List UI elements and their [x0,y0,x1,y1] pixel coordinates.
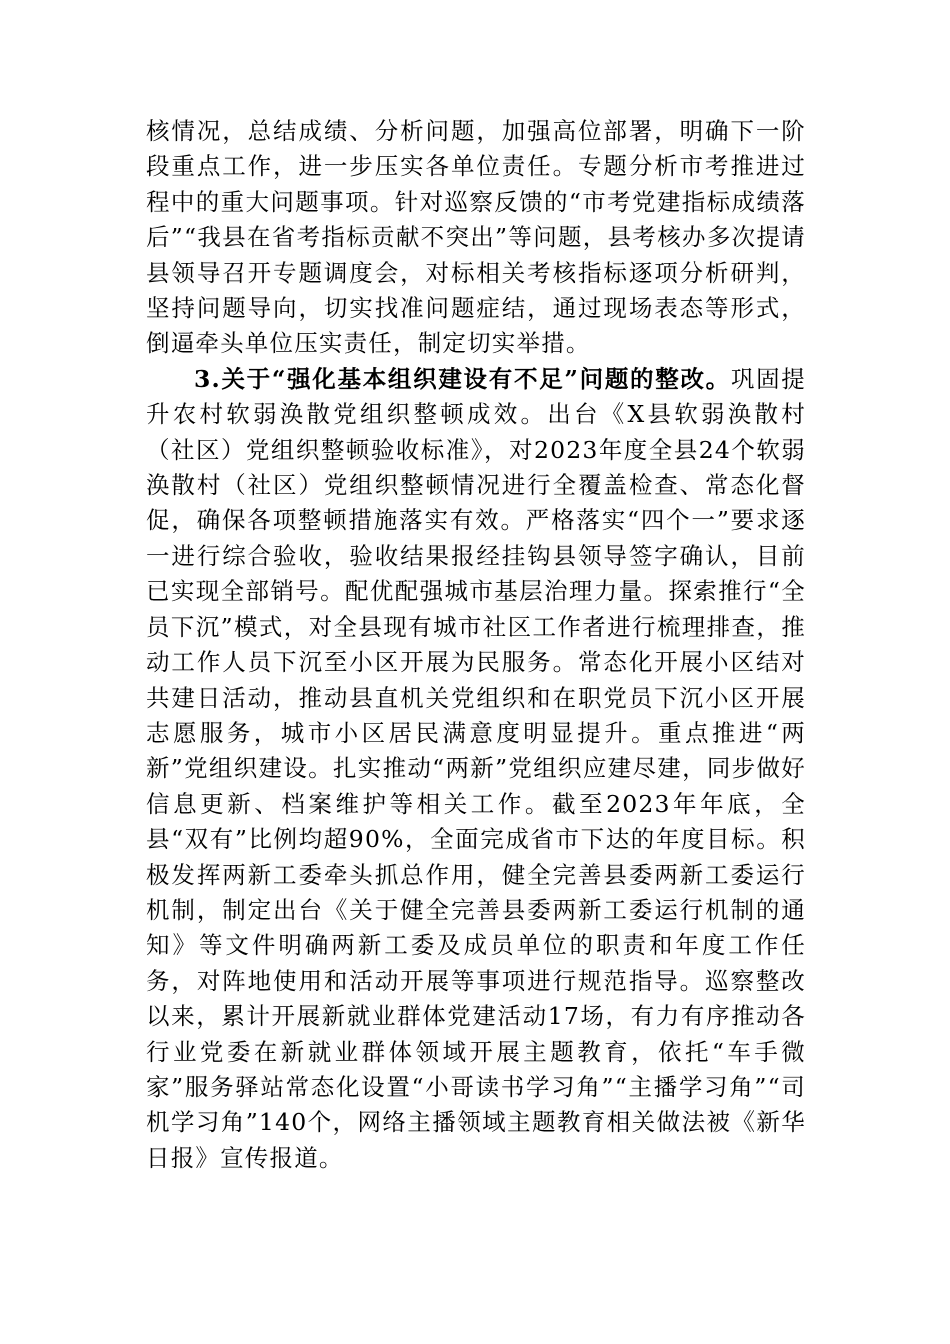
paragraph-continued [146,114,806,362]
paragraph-section-3 [146,362,806,1176]
paragraph-text: 巩固提升农村软弱涣散党组织整顿成效。出台《X县软弱涣散村（社区）党组织整顿验收标准》，对2023年度全县24个软弱涣散村（社区）党组织整顿情况进行全覆盖检查、常态化督促，确保各项整顿措施落实有效。严格落实“四个一”要求逐一进行综合验收，验收结果报经挂钩县领导签字确认，目前已实现全部销号。配优配强城市基层治理力量。探索推行“全员下沉”模式，对全县现有城市社区工作者进行梳理排查，推动工作人员下沉至小区开展为民服务。常态化开展小区结对共建日活动，推动县直机关党组织和在职党员下沉小区开展志愿服务，城市小区居民满意度明显提升。重点推进“两新”党组织建设。扎实推动“两新”党组织应建尽建，同步做好信息更新、档案维护等相关工作。截至2023年年底，全县“双有”比例均超90%，全面完成省市下达的年度目标。积极发挥两新工委牵头抓总作用，健全完善县委两新工委运行机制，制定出台《关于健全完善县委两新工委运行机制的通知》等文件明确两新工委及成员单位的职责和年度工作任务，对阵地使用和活动开展等事项进行规范指导。巡察整改以来，累计开展新就业群体党建活动17场，有力有序推动各行业党委在新就业群体领域开展主题教育，依托“车手微家”服务驿站常态化设置“小哥读书学习角”“主播学习角”“司机学习角”140个，网络主播领域主题教育相关做法被《新华日报》宣传报道。 [146,364,806,1172]
section-heading: 3.关于“强化基本组织建设有不足”问题的整改。 [194,364,731,393]
paragraph-text: 核情况，总结成绩、分析问题，加强高位部署，明确下一阶段重点工作，进一步压实各单位责任。专题分析市考推进过程中的重大问题事项。针对巡察反馈的“市考党建指标成绩落后”“我县在省考指标贡献不突出”等问题，县考核办多次提请县领导召开专题调度会，对标相关考核指标逐项分析研判，坚持问题导向，切实找准问题症结，通过现场表态等形式，倒逼牵头单位压实责任，制定切实举措。 [146,117,806,358]
document-body [146,114,806,1176]
